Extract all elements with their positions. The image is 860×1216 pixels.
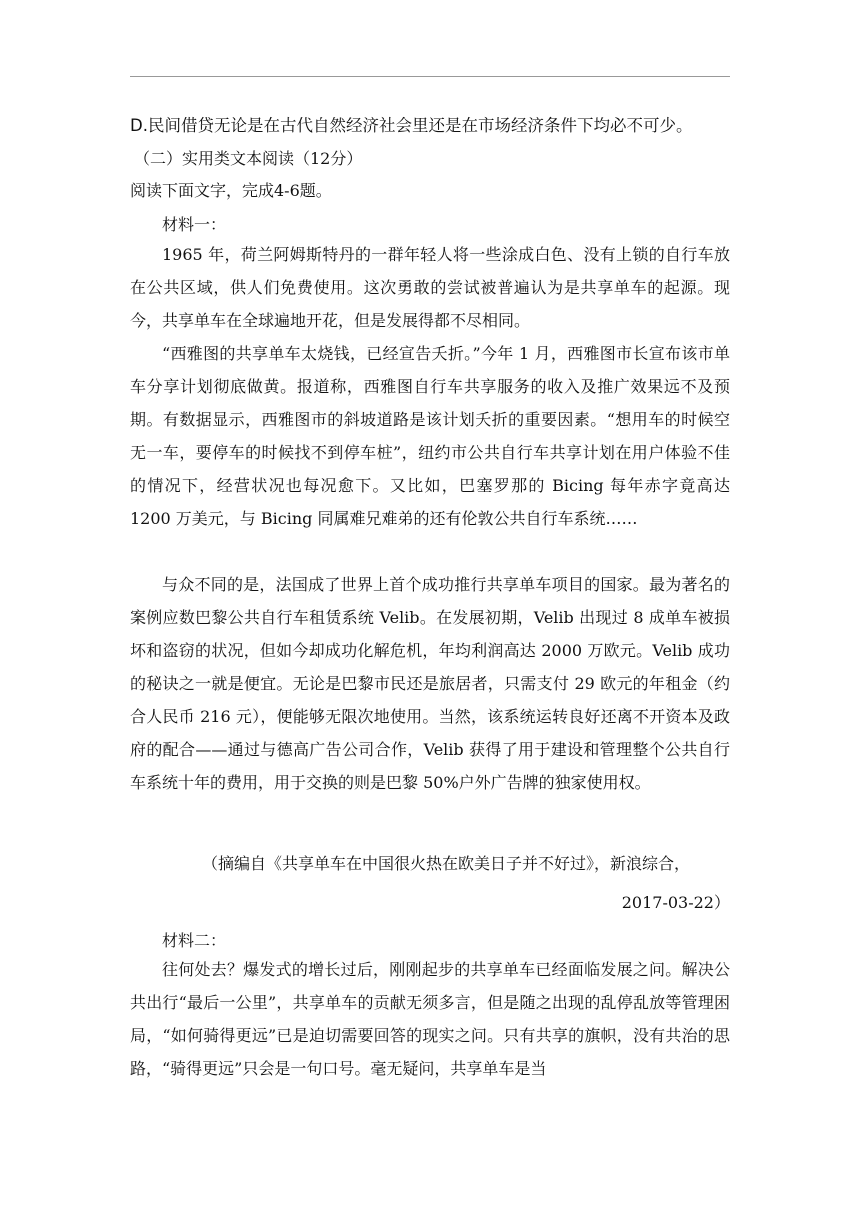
material2-label: 材料二： (162, 931, 227, 950)
option-d: D.民间借贷无论是在古代自然经济社会里还是在市场经济条件下均必不可少。 (130, 116, 693, 135)
material1-paragraph-1: 1965 年，荷兰阿姆斯特丹的一群年轻人将一些涂成白色、没有上锁的自行车放在公共区域，供人们免费使用。这次勇敢的尝试被普遍认为是共享单车的起源。现今，共享单车在全球遍地开花，但是发展得都不尽相同。 (130, 245, 730, 330)
material1-source-line-1: （摘编自《共享单车在中国很火热在欧美日子并不好过》，新浪综合， (202, 854, 691, 873)
section-heading: （二）实用类文本阅读（12分） (134, 149, 363, 168)
instruction: 阅读下面文字，完成4-6题。 (130, 181, 332, 200)
material1-paragraph-2: “西雅图的共享单车太烧钱，已经宣告夭折。”今年 1 月，西雅图市长宣布该市单车分享计划彻底做黄。报道称，西雅图自行车共享服务的收入及推广效果远不及预期。有数据显示，西雅图市的斜坡道路是该计划夭折的重要因素。“想用车的时候空无一车，要停车的时候找不到停车桩”，纽约市公共自行车共享计划在用户体验不佳的情况下，经营状况也每况愈下。又比如，巴塞罗那的 Bicing 每年赤字竟高达 1200 万美元，与 Bicing 同属难兄难弟的还有伦敦公共自行车系统…… (130, 344, 730, 528)
material2-paragraph-1: 往何处去？爆发式的增长过后，刚刚起步的共享单车已经面临发展之问。解决公共出行“最后一公里”，共享单车的贡献无须多言，但是随之出现的乱停乱放等管理困局，“如何骑得更远”已是迫切需要回答的现实之问。只有共享的旗帜，没有共治的思路，“骑得更远”只会是一句口号。毫无疑问，共享单车是当 (130, 960, 730, 1078)
header-rule (130, 76, 730, 77)
material1-label: 材料一： (162, 215, 227, 234)
material1-paragraph-3: 与众不同的是，法国成了世界上首个成功推行共享单车项目的国家。最为著名的案例应数巴黎公共自行车租赁系统 Velib。在发展初期，Velib 出现过 8 成单车被损坏和盗窃的状况，但如今却成功化解危机，年均利润高达 2000 万欧元。Velib 成功的秘诀之一就是便宜。无论是巴黎市民还是旅居者，只需支付 29 欧元的年租金（约合人民币 216 元），便能够无限次地使用。当然，该系统运转良好还离不开资本及政府的配合——通过与德高广告公司合作，Velib 获得了用于建设和管理整个公共自行车系统十年的费用，用于交换的则是巴黎 50%户外广告牌的独家使用权。 (130, 575, 730, 792)
material1-source-line-2: 2017-03-22） (621, 893, 730, 912)
